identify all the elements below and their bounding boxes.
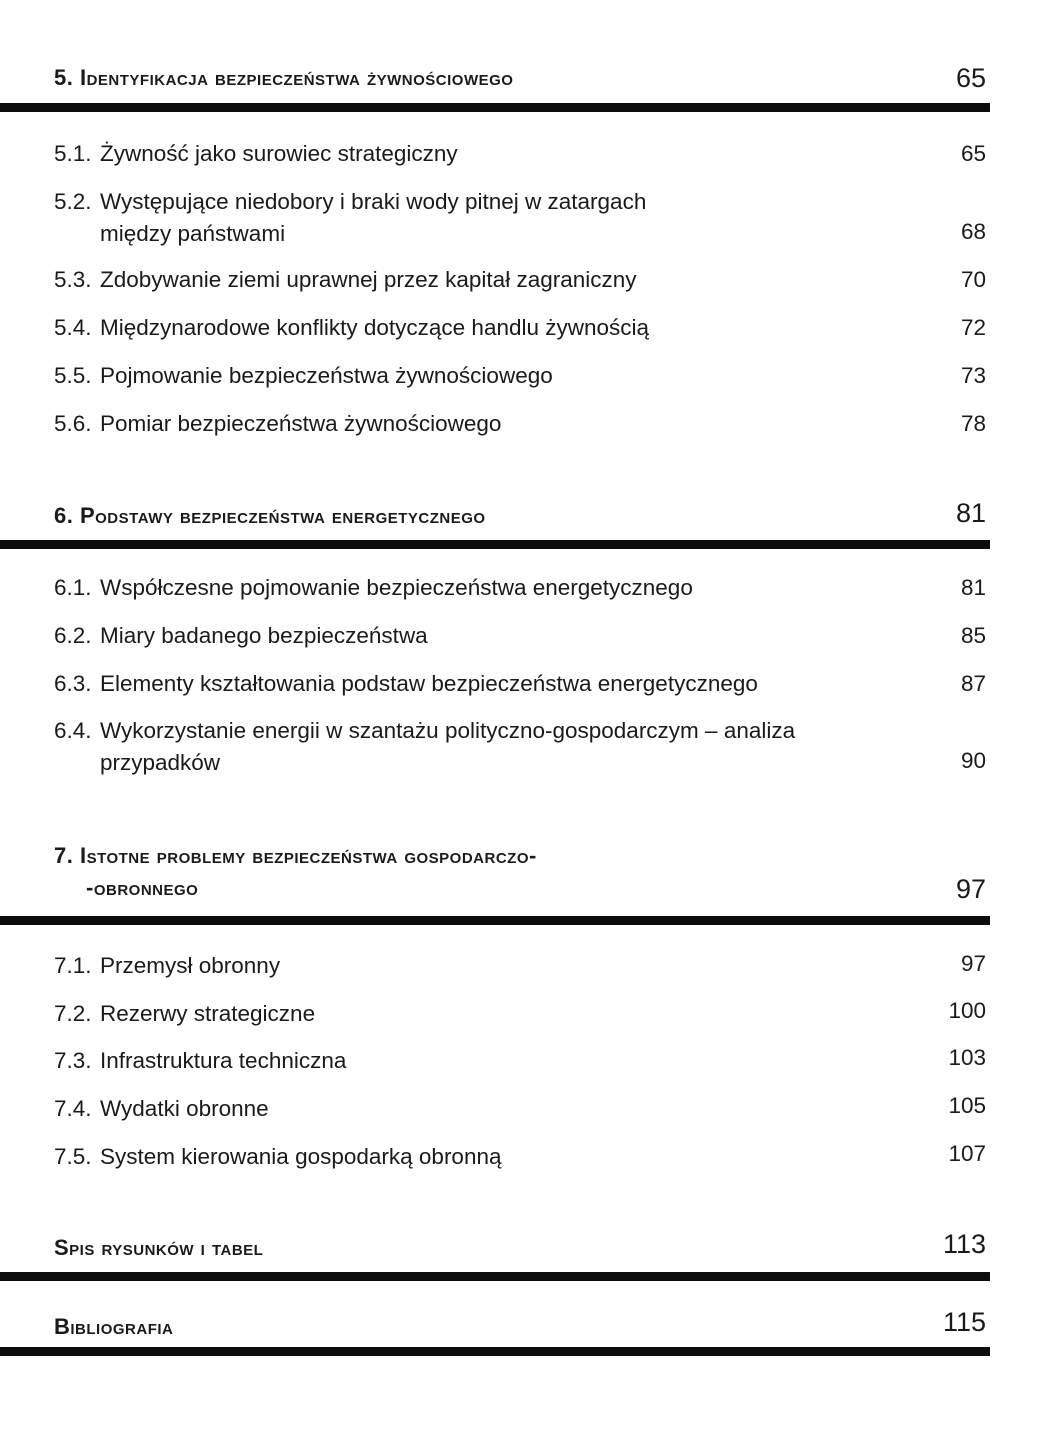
entry-number: 5.3. xyxy=(54,267,92,292)
figures-list-rule xyxy=(0,1272,990,1281)
toc-entry-7-3 xyxy=(54,1045,854,1077)
entry-number: 7.2. xyxy=(54,1001,92,1026)
entry-text: Rezerwy strategiczne xyxy=(100,1001,316,1026)
toc-entry-6-4 xyxy=(54,715,854,779)
toc-entry-6-3 xyxy=(54,668,854,700)
entry-text: Infrastruktura techniczna xyxy=(100,1048,347,1073)
entry-number: 7.5. xyxy=(54,1144,92,1169)
toc-entry-7-4 xyxy=(54,1093,854,1125)
entry-number: 6.4. xyxy=(54,718,92,743)
chapter-6-page: 81 xyxy=(955,498,986,528)
toc-entry-5-4-page: 72 xyxy=(960,315,986,340)
chapter-5-rule xyxy=(0,103,990,112)
toc-entry-5-1-page: 65 xyxy=(960,141,986,166)
chapter-7-page: 97 xyxy=(955,874,986,904)
toc-entry-7-5-page: 107 xyxy=(948,1141,986,1166)
entry-number: 5.2. xyxy=(54,189,92,214)
figures-list-page: 113 xyxy=(942,1229,986,1259)
toc-entry-7-2 xyxy=(54,998,854,1030)
entry-text: Wydatki obronne xyxy=(100,1096,269,1121)
entry-text-continued: między państwami xyxy=(100,221,286,246)
entry-text: System kierowania gospodarką obronną xyxy=(100,1144,502,1169)
entry-text-continued: przypadków xyxy=(100,750,221,775)
toc-entry-5-6-page: 78 xyxy=(960,411,986,436)
entry-text: Miary badanego bezpieczeństwa xyxy=(100,623,428,648)
entry-text: Wykorzystanie energii w szantażu polityczno-gospodarczym – analiza xyxy=(100,718,796,743)
toc-entry-5-5 xyxy=(54,360,854,392)
entry-text: Elementy kształtowania podstaw bezpieczeństwa energetycznego xyxy=(100,671,758,696)
toc-entry-7-3-page: 103 xyxy=(948,1045,986,1070)
chapter-7-rule xyxy=(0,916,990,925)
toc-entry-7-2-page: 100 xyxy=(948,998,986,1023)
entry-number: 7.1. xyxy=(54,953,92,978)
bibliography-rule xyxy=(0,1347,990,1356)
toc-entry-6-2 xyxy=(54,620,854,652)
entry-text: Żywność jako surowiec strategiczny xyxy=(100,141,458,166)
toc-entry-7-1 xyxy=(54,950,854,982)
entry-number: 6.2. xyxy=(54,623,92,648)
toc-entry-5-2 xyxy=(54,186,854,250)
chapter-6-title: 6. Podstawy bezpieczeństwa energetycznego xyxy=(54,503,486,528)
figures-list-title: Spis rysunków i tabel xyxy=(54,1235,264,1260)
entry-text: Zdobywanie ziemi uprawnej przez kapitał zagraniczny xyxy=(100,267,637,292)
entry-text: Współczesne pojmowanie bezpieczeństwa energetycznego xyxy=(100,575,693,600)
chapter-7-title-line1: 7. Istotne problemy bezpieczeństwa gospodarczo- xyxy=(54,843,537,868)
entry-text: Pojmowanie bezpieczeństwa żywnościowego xyxy=(100,363,553,388)
toc-entry-6-3-page: 87 xyxy=(960,671,986,696)
bibliography-title: Bibliografia xyxy=(54,1314,174,1339)
toc-entry-5-2-page: 68 xyxy=(960,219,986,244)
toc-entry-5-4 xyxy=(54,312,854,344)
entry-number: 5.5. xyxy=(54,363,92,388)
toc-entry-6-1-page: 81 xyxy=(960,575,986,600)
toc-entry-6-1 xyxy=(54,572,854,604)
toc-entry-6-2-page: 85 xyxy=(960,623,986,648)
entry-number: 6.1. xyxy=(54,575,92,600)
entry-text: Pomiar bezpieczeństwa żywnościowego xyxy=(100,411,502,436)
toc-entry-5-5-page: 73 xyxy=(960,363,986,388)
entry-number: 5.6. xyxy=(54,411,92,436)
entry-text: Przemysł obronny xyxy=(100,953,281,978)
entry-number: 6.3. xyxy=(54,671,92,696)
toc-entry-7-5 xyxy=(54,1141,854,1173)
entry-number: 7.3. xyxy=(54,1048,92,1073)
toc-entry-5-1 xyxy=(54,138,854,170)
toc-entry-5-3-page: 70 xyxy=(960,267,986,292)
toc-entry-5-3 xyxy=(54,264,854,296)
toc-entry-7-1-page: 97 xyxy=(960,951,986,976)
entry-number: 5.1. xyxy=(54,141,92,166)
chapter-5-page: 65 xyxy=(955,63,986,93)
chapter-6-rule xyxy=(0,540,990,549)
chapter-7-title xyxy=(54,840,814,904)
toc-entry-7-4-page: 105 xyxy=(948,1093,986,1118)
chapter-7-title-line2: -obronnego xyxy=(86,875,199,900)
entry-text: Występujące niedobory i braki wody pitnej w zatargach xyxy=(100,189,647,214)
chapter-5-title: 5. Identyfikacja bezpieczeństwa żywnościowego xyxy=(54,65,514,90)
entry-number: 7.4. xyxy=(54,1096,92,1121)
entry-text: Międzynarodowe konflikty dotyczące handlu żywnością xyxy=(100,315,650,340)
bibliography-page: 115 xyxy=(942,1307,986,1337)
entry-number: 5.4. xyxy=(54,315,92,340)
toc-entry-6-4-page: 90 xyxy=(960,748,986,773)
toc-entry-5-6 xyxy=(54,408,854,440)
